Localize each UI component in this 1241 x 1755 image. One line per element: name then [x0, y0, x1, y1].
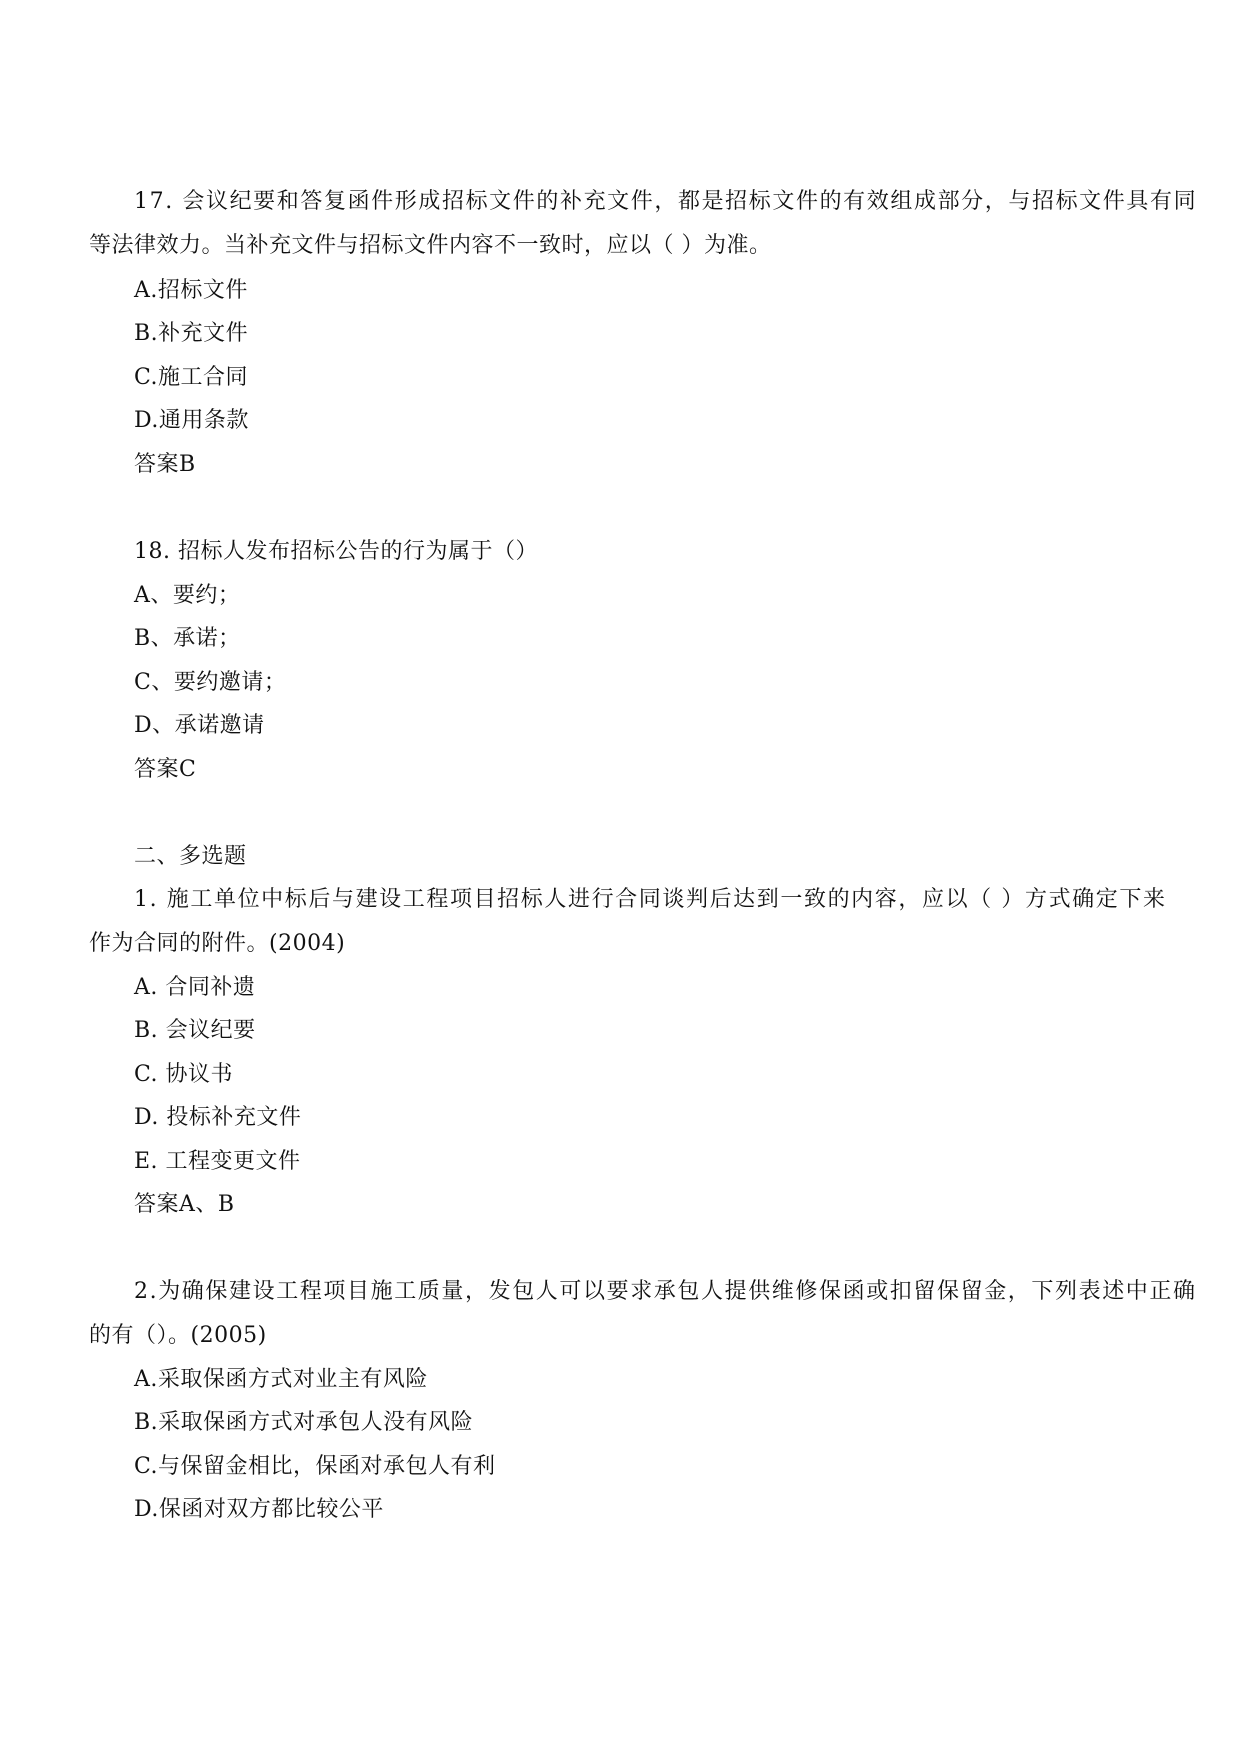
multi-question-1-answer: 答案A、B	[134, 1192, 235, 1217]
question-18-option-d: D、承诺邀请	[134, 713, 265, 738]
multi-question-2-option-d: D.保函对双方都比较公平	[134, 1497, 384, 1522]
multi-question-2-option-a: A.采取保函方式对业主有风险	[134, 1367, 428, 1392]
multi-question-1-stem-line2: 作为合同的附件。(2004)	[89, 931, 346, 956]
question-18-stem: 18. 招标人发布招标公告的行为属于（）	[134, 539, 538, 564]
question-18-option-a: A、要约；	[134, 583, 241, 608]
question-17-stem-line1: 17. 会议纪要和答复函件形成招标文件的补充文件，都是招标文件的有效组成部分，与招标文件具有同	[134, 189, 1198, 214]
multi-question-2-option-c: C.与保留金相比，保函对承包人有利	[134, 1454, 496, 1479]
multi-question-2-stem-line2: 的有（）。(2005)	[89, 1323, 267, 1348]
question-17-option-d: D.通用条款	[134, 408, 249, 433]
question-17-option-a: A.招标文件	[134, 278, 248, 303]
section-title: 二、多选题	[134, 844, 247, 869]
question-17-option-c: C.施工合同	[134, 365, 249, 390]
multi-question-2-option-b: B.采取保函方式对承包人没有风险	[134, 1410, 474, 1435]
question-17-answer: 答案B	[134, 452, 196, 477]
multi-question-1-option-b: B. 会议纪要	[134, 1018, 256, 1043]
question-18-option-c: C、要约邀请；	[134, 670, 287, 695]
question-18-option-b: B、承诺；	[134, 626, 241, 651]
multi-question-2-stem-line1: 2.为确保建设工程项目施工质量，发包人可以要求承包人提供维修保函或扣留保留金，下列表述中正确	[134, 1279, 1197, 1304]
multi-question-1-option-e: E. 工程变更文件	[134, 1149, 301, 1174]
question-17-stem-line2: 等法律效力。当补充文件与招标文件内容不一致时，应以（ ）为准。	[89, 233, 772, 258]
question-17-option-b: B.补充文件	[134, 321, 249, 346]
multi-question-1-option-a: A. 合同补遗	[134, 975, 256, 1000]
multi-question-1-option-d: D. 投标补充文件	[134, 1105, 302, 1130]
multi-question-1-stem-line1: 1. 施工单位中标后与建设工程项目招标人进行合同谈判后达到一致的内容，应以（ ）方式确定下来	[134, 887, 1167, 912]
multi-question-1-option-c: C. 协议书	[134, 1062, 234, 1087]
question-18-answer: 答案C	[134, 757, 197, 782]
